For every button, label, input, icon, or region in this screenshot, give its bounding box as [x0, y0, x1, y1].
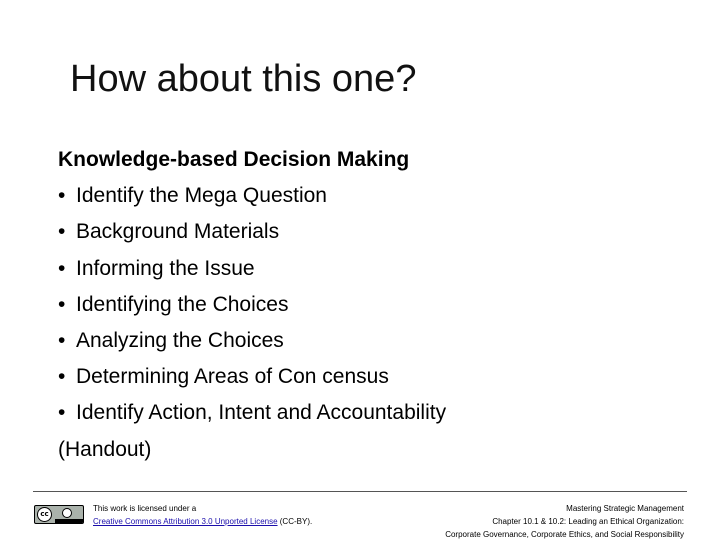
bullet-item: [58, 178, 698, 214]
badge-strip: [55, 519, 83, 523]
chapter-line: Chapter 10.1 & 10.2: Leading an Ethical Organization:: [492, 517, 684, 526]
bullet-item: [58, 359, 698, 395]
bullet-item: [58, 287, 698, 323]
license-line: [93, 515, 312, 528]
bullet-marker: •: [58, 328, 66, 352]
book-title: Mastering Strategic Management: [566, 504, 684, 513]
course-citation: [445, 502, 684, 541]
license-prefix: This work is licensed under a: [93, 504, 197, 513]
chapter-subtitle: Corporate Governance, Corporate Ethics, and Social Responsibility: [445, 530, 684, 539]
bullet-item: [58, 323, 698, 359]
attribution-person-icon: [62, 508, 72, 518]
bullet-marker: •: [58, 184, 66, 208]
license-notice: [93, 502, 312, 528]
bullet-text: Informing the Issue: [76, 256, 255, 280]
bullet-text: Analyzing the Choices: [76, 328, 284, 352]
bullet-text: Identify the Mega Question: [76, 184, 327, 208]
bullet-marker: •: [58, 220, 66, 244]
bullet-text: Identify Action, Intent and Accountability: [76, 401, 447, 425]
license-link[interactable]: Creative Commons Attribution 3.0 Unported License: [93, 517, 278, 526]
bullet-item: [58, 251, 698, 287]
slide-title: How about this one?: [70, 58, 417, 100]
body-heading: Knowledge-based Decision Making: [58, 148, 410, 171]
footer-divider: [33, 491, 687, 492]
bullet-text: Identifying the Choices: [76, 292, 289, 316]
bullet-marker: •: [58, 401, 66, 425]
bullet-text: Determining Areas of Con census: [76, 365, 389, 389]
bullet-marker: •: [58, 256, 66, 280]
bullet-marker: •: [58, 292, 66, 316]
license-suffix: (CC-BY).: [277, 517, 313, 526]
bullet-marker: •: [58, 365, 66, 389]
bullet-text: Background Materials: [76, 220, 280, 244]
bullet-item: [58, 395, 698, 431]
bullet-item: [58, 214, 698, 250]
cc-icon: cc: [37, 507, 52, 522]
handout-line: (Handout): [58, 437, 152, 461]
slide-body: [58, 142, 698, 468]
cc-by-license-icon: [34, 505, 84, 524]
